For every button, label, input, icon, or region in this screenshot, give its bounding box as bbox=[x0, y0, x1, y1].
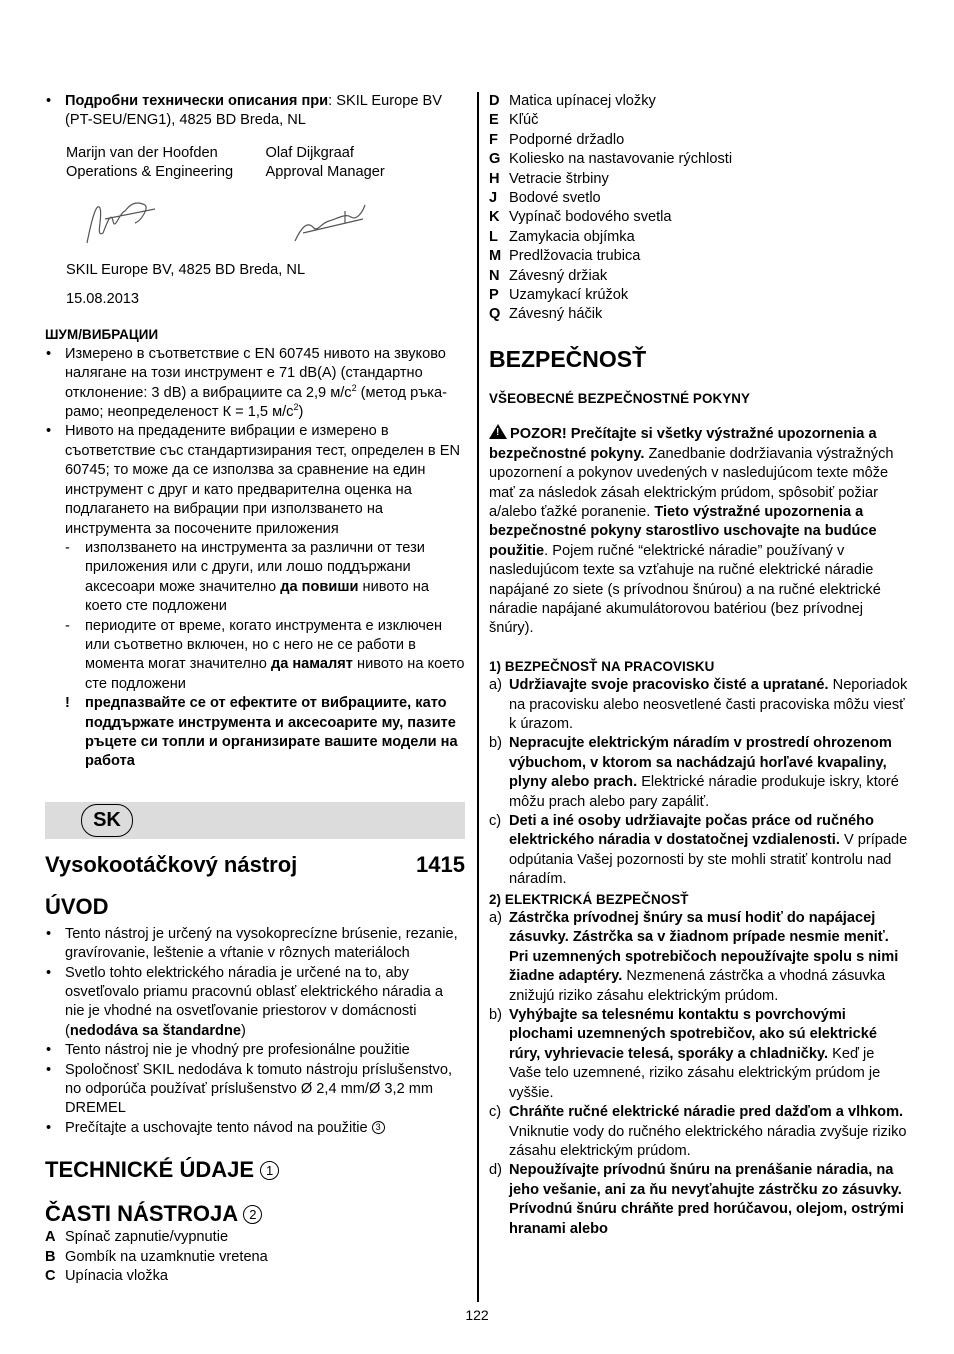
signatory-1 bbox=[66, 144, 266, 183]
elec-item-a: a) Zástrčka prívodnej šnúry sa musí hodiť do napájacej zásuvky. Zástrčka sa v žiadnom prípade nesmie meniť. Pri uzemnených spotrebičoch nepoužívajte spolu s nimi žiadne adaptéry. Nezmenená zástrčka a vhodná zásuvka znižujú riziko zásahu elektrickým prúdom. bbox=[489, 910, 899, 1004]
part-item bbox=[489, 131, 909, 150]
elec-item-d: d) Nepoužívajte prívodnú šnúru na prenášanie náradia, na jeho vešanie, ani za ňu nevyťahujte zástrčku zo zásuvky. Prívodnú šnúru chráňte pred horúčavou, olejom, ostrými hranami alebo bbox=[489, 1162, 904, 1237]
intro-bullet-3: • Tento nástroj nie je vhodný pre profesionálne použitie bbox=[45, 1041, 465, 1060]
safety-heading: BEZPEČNOSŤ bbox=[489, 345, 647, 372]
intro-bullet-1: • Tento nástroj je určený na vysokoprecízne brúsenie, rezanie, gravírovanie, leštenie a vŕtanie v rôznych materiáloch bbox=[45, 925, 465, 964]
part-label: Spínač zapnutie/vypnutie bbox=[65, 1229, 229, 1246]
part-label: Podporné držadlo bbox=[509, 131, 625, 148]
figure-ref-2: 2 bbox=[243, 1205, 262, 1224]
figure-ref-1: 1 bbox=[260, 1161, 279, 1180]
product-model: 1415 bbox=[416, 851, 465, 877]
part-label: Koliesko na nastavovanie rýchlosti bbox=[509, 151, 733, 168]
part-label: Predlžovacia trubica bbox=[509, 248, 641, 265]
tech-heading: TECHNICKÉ ÚDAJE 1 bbox=[45, 1156, 465, 1184]
part-key: F bbox=[489, 131, 498, 148]
right-column bbox=[489, 92, 909, 1239]
part-item bbox=[489, 286, 909, 305]
general-safety-heading: VŠEOBECNÉ BEZPEČNOSTNÉ POKYNY bbox=[489, 390, 751, 406]
part-item bbox=[489, 247, 909, 266]
part-label: Upínacia vložka bbox=[65, 1268, 169, 1285]
work-item-c: c) Deti a iné osoby udržiavajte počas práce od ručného elektrického náradia v dostatočnej vzdialenosti. V prípade odpútania Vašej pozornosti by ste mohli stratiť kontrolu nad náradím. bbox=[489, 813, 908, 888]
part-label: Vetracie štrbiny bbox=[509, 170, 609, 187]
sig1-name: Marijn van der Hoofden bbox=[66, 144, 218, 161]
part-item bbox=[489, 92, 909, 111]
part-key: M bbox=[489, 248, 502, 265]
work-area-heading: 1) BEZPEČNOSŤ NA PRACOVISKU bbox=[489, 658, 715, 674]
part-key: B bbox=[45, 1248, 56, 1265]
language-badge: SK bbox=[81, 804, 133, 837]
language-bar bbox=[45, 802, 465, 839]
part-item bbox=[489, 305, 909, 324]
noise-bullet-1: • Измерено в съответствие с EN 60745 нивото на звуково налягане на този инструмент е 71 dB(A) (стандартно отклонение: 3 dB) а вибрациите са 2,9 $м/с^2$ (метод ръка-рамо; неопределеност К = 1,5 $м/с^2$) bbox=[45, 345, 465, 423]
part-item bbox=[45, 1248, 465, 1267]
intro-heading: ÚVOD bbox=[45, 893, 109, 919]
product-title: Vysokootáčkový nástroj bbox=[45, 851, 298, 877]
part-key: E bbox=[489, 112, 499, 129]
elec-item-c: c) Chráňte ručné elektrické náradie pred dažďom a vlhkom. Vniknutie vody do ručného elektrického náradia zvyšuje riziko zásahu elektrickým prúdom. bbox=[489, 1104, 907, 1159]
sig1-role: Operations & Engineering bbox=[66, 164, 234, 181]
signatory-2 bbox=[266, 144, 466, 183]
part-key: Q bbox=[489, 306, 501, 323]
company-address: SKIL Europe BV, 4825 BD Breda, NL bbox=[66, 261, 306, 278]
part-item bbox=[45, 1267, 465, 1286]
part-label: Bodové svetlo bbox=[509, 190, 601, 207]
electric-safety-heading: 2) ELEKTRICKÁ BEZPEČNOSŤ bbox=[489, 891, 689, 907]
parts-list-right bbox=[489, 92, 909, 325]
noise-bullet-2: • Нивото на предадените вибрации е измерено в съответствие със стандартизирания тест, определен в EN 60745; то може да се използва за сравнение на един инструмент с друг и като предварителна оценка на подлагането на вибрации при използването на инструмента за посочените приложения bbox=[45, 422, 465, 538]
part-key: D bbox=[489, 93, 500, 109]
left-column bbox=[45, 92, 465, 1286]
noise-heading: ШУМ/ВИБРАЦИИ bbox=[45, 327, 159, 343]
noise-dash-2: - периодите от време, когато инструмента е изключен или съответно включен, но с него не се работи в момента могат значително да намалят нивото на което сте подложени bbox=[45, 617, 465, 695]
page-number: 122 bbox=[465, 1307, 489, 1323]
part-key: A bbox=[45, 1229, 56, 1246]
part-label: Závesný držiak bbox=[509, 267, 608, 284]
part-key: N bbox=[489, 267, 500, 284]
date: 15.08.2013 bbox=[66, 291, 140, 308]
part-key: H bbox=[489, 170, 500, 187]
intro-bullet-5: • Prečítajte a uschovajte tento návod na použitie 3 bbox=[45, 1119, 465, 1138]
part-item bbox=[489, 267, 909, 286]
part-label: Zamykacia objímka bbox=[509, 228, 635, 245]
part-item bbox=[45, 1228, 465, 1247]
part-item bbox=[489, 150, 909, 169]
part-key: C bbox=[45, 1268, 56, 1285]
intro-bullet-4: • Spoločnosť SKIL nedodáva k tomuto nástroju príslušenstvo, no odporúča používať príslušenstvo Ø 2,4 mm/Ø 3,2 mm DREMEL bbox=[45, 1061, 465, 1119]
part-item bbox=[489, 189, 909, 208]
part-key: P bbox=[489, 287, 499, 304]
part-label: Gombík na uzamknutie vretena bbox=[65, 1248, 268, 1265]
part-item bbox=[489, 228, 909, 247]
part-key: J bbox=[489, 190, 498, 207]
sig2-role: Approval Manager bbox=[265, 164, 385, 181]
general-warning: !POZOR! Prečítajte si všetky výstražné upozornenia a bezpečnostné pokyny. Zanedbanie dodržiavania výstražných upozornení a pokynov uvedených v nasledujúcom texte môže mať za následok zásah elektrickým prúdom, spôsobiť požiar a/alebo ťažké poranenie. Tieto výstražné upozornenia a bezpečnostné pokyny starostlivo uschovajte na budúce použitie. Pojem ručné “elektrické náradie” používaný v nasledujúcom texte sa vzťahuje na ručné elektrické náradie napájané zo siete (s prívodnou šnúrou) a na ručné elektrické náradie napájané akumulátorovou batériou (bez prívodnej šnúry). bbox=[489, 424, 909, 638]
part-key: K bbox=[489, 209, 500, 226]
figure-ref-3: 3 bbox=[372, 1121, 385, 1134]
part-label: Uzamykací krúžok bbox=[509, 287, 629, 304]
elec-item-b: b) Vyhýbajte sa telesnému kontaktu s povrchovými plochami uzemnených spotrebičov, ako sú elektrické rúry, vyhrievacie telesá, sporáky a chladničky. Keď je Vaše telo uzemnené, riziko zásahu elektrickým prúdom je vyššie. bbox=[489, 1007, 881, 1101]
handwritten-signatures bbox=[45, 183, 465, 261]
part-item bbox=[489, 170, 909, 189]
signatures bbox=[45, 183, 465, 261]
tech-desc-bullet: • Подробни технически описания при: SKIL Europe BV (PT-SEU/ENG1), 4825 BD Breda, NL bbox=[45, 92, 465, 131]
part-item bbox=[489, 111, 909, 130]
parts-list-left bbox=[45, 1228, 465, 1286]
column-divider bbox=[477, 92, 479, 1302]
part-key: G bbox=[489, 151, 501, 168]
part-label: Vypínač bodového svetla bbox=[509, 209, 672, 226]
product-title-row bbox=[45, 851, 465, 879]
noise-warning: ! предпазвайте се от ефектите от вибрациите, като поддържате инструмента и аксесоарите му, пазите ръцете си топли и организирате вашите модели на работа bbox=[45, 694, 465, 772]
part-label: Kľúč bbox=[509, 112, 539, 129]
part-item bbox=[489, 208, 909, 227]
work-item-b: b) Nepracujte elektrickým náradím v prostredí ohrozenom výbuchom, v ktorom sa nachádzajú horľavé kvapaliny, plyny alebo prach. Elektrické náradie produkuje iskry, ktoré môžu prach alebo pary zapáliť. bbox=[489, 735, 899, 810]
part-label: Matica upínacej vložky bbox=[509, 93, 656, 109]
warning-triangle-icon bbox=[489, 424, 507, 439]
part-key: L bbox=[489, 228, 498, 245]
signatories bbox=[45, 144, 465, 183]
sig2-name: Olaf Dijkgraaf bbox=[265, 144, 354, 161]
part-label: Závesný háčik bbox=[509, 306, 603, 323]
noise-dash-1: - използването на инструмента за различни от тези приложения или с други, или лошо поддържани аксесоари може значително да повиши нивото на което сте подложени bbox=[45, 539, 465, 617]
intro-bullet-2: • Svetlo tohto elektrického náradia je určené na to, aby osvetľovalo priamu pracovnú oblasť elektrického náradia a nie je vhodné na osvetľovanie priestorov v domácnosti (nedodáva sa štandardne) bbox=[45, 964, 465, 1042]
work-item-a: a) Udržiavajte svoje pracovisko čisté a upratané. Neporiadok na pracovisku alebo neosvetlené časti pracoviska môžu viesť k úrazom. bbox=[489, 677, 908, 732]
parts-heading: ČASTI NÁSTROJA 2 bbox=[45, 1200, 465, 1228]
